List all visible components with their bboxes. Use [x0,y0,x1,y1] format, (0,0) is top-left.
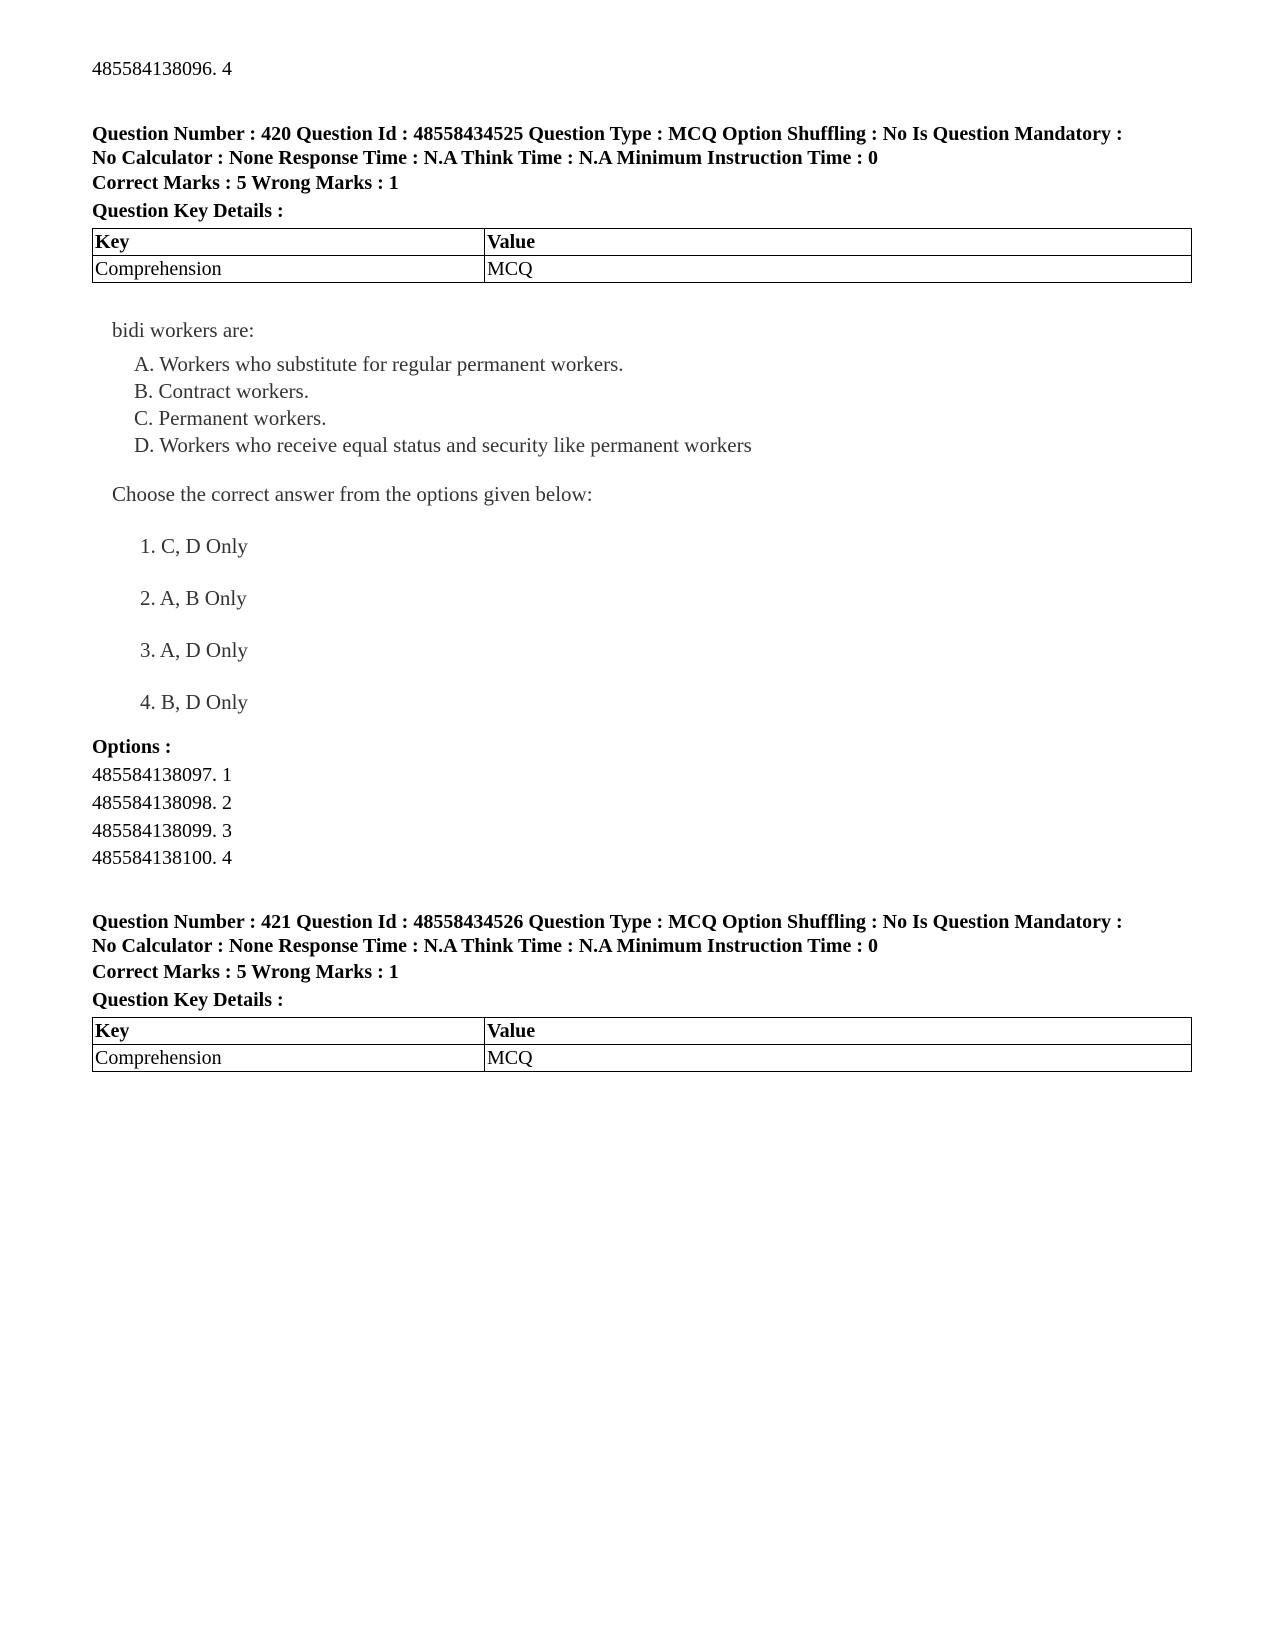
answer-choice-2: 2. A, B Only [140,586,247,610]
value-cell: MCQ [485,1045,1192,1072]
statement-a: A. Workers who substitute for regular permanent workers. [134,352,624,376]
key-cell: Comprehension [93,1045,485,1072]
key-header: Key [93,229,485,256]
question-420-header [92,122,1192,170]
answer-choice-1: 1. C, D Only [140,534,248,558]
question-420-options-title: Options : [92,736,172,758]
option-line-3: 485584138099. 3 [92,820,232,842]
statement-b: B. Contract workers. [134,379,309,403]
key-cell: Comprehension [93,256,485,283]
value-header: Value [485,229,1192,256]
answer-choice-3: 3. A, D Only [140,638,248,662]
question-421-marks: Correct Marks : 5 Wrong Marks : 1 [92,961,399,983]
value-header: Value [485,1018,1192,1045]
option-line-4: 485584138100. 4 [92,847,232,869]
question-421-header-line1: Question Number : 421 Question Id : 48558434526 Question Type : MCQ Option Shuffling : No Is Question Mandatory : [92,911,1123,933]
question-420-key-details-title: Question Key Details : [92,200,284,222]
question-421-key-details-title: Question Key Details : [92,989,284,1011]
table-row [93,1045,1192,1072]
question-420-header-line1: Question Number : 420 Question Id : 48558434525 Question Type : MCQ Option Shuffling : No Is Question Mandatory : [92,123,1123,145]
table-row [93,256,1192,283]
question-stem: bidi workers are: [112,318,255,342]
question-420-header-line2: No Calculator : None Response Time : N.A Think Time : N.A Minimum Instruction Time : 0 [92,147,878,169]
table-header-row [93,1018,1192,1045]
previous-option-line: 485584138096. 4 [92,58,232,80]
question-420-image [92,312,852,752]
option-line-1: 485584138097. 1 [92,764,232,786]
question-421-header-line2: No Calculator : None Response Time : N.A Think Time : N.A Minimum Instruction Time : 0 [92,935,878,957]
answer-choice-4: 4. B, D Only [140,690,248,714]
question-421-header [92,910,1192,958]
choose-instruction: Choose the correct answer from the options given below: [112,482,593,506]
option-line-2: 485584138098. 2 [92,792,232,814]
key-header: Key [93,1018,485,1045]
statement-d: D. Workers who receive equal status and security like permanent workers [134,433,752,457]
question-420-key-table [92,228,1192,283]
question-421-key-table [92,1017,1192,1072]
question-420-marks: Correct Marks : 5 Wrong Marks : 1 [92,172,399,194]
statement-c: C. Permanent workers. [134,406,327,430]
table-header-row [93,229,1192,256]
value-cell: MCQ [485,256,1192,283]
